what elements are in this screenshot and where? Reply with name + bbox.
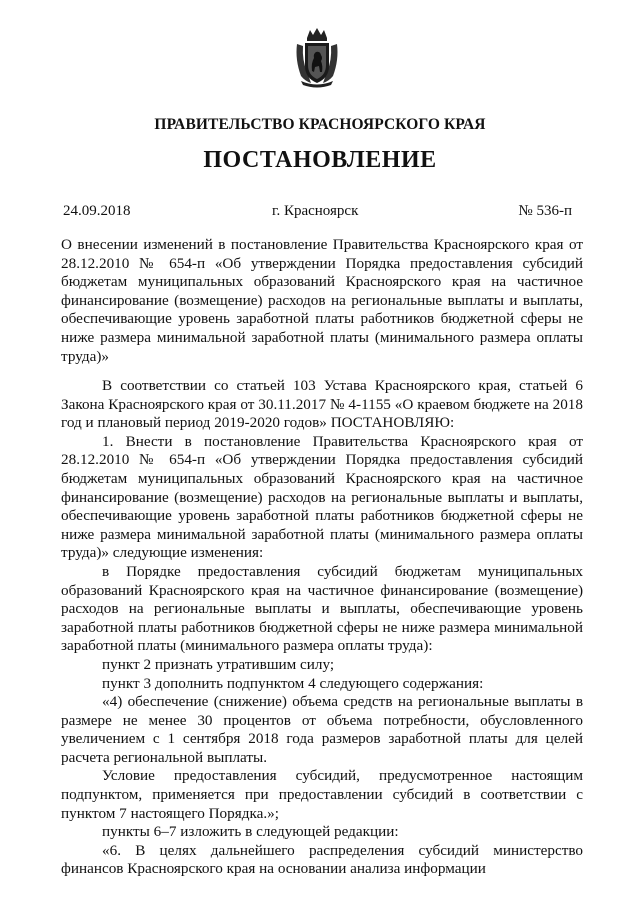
document-body [61, 377, 583, 879]
authority-name: ПРАВИТЕЛЬСТВО КРАСНОЯРСКОГО КРАЯ [154, 116, 486, 133]
body-paragraph: пункт 3 дополнить подпунктом 4 следующего содержания: [102, 674, 484, 692]
subject-text: О внесении изменений в постановление Правительства Красноярского края от 28.12.2010 № 654-п «Об утверждении Порядка предоставления субсидий бюджетам муниципальных образований Красноярского края на частичное финансирование (возмещение) расходов на региональные выплаты и выплаты, обеспечивающие уровень заработной платы работников бюджетной сферы не ниже размера минимальной заработной платы (минимального размера оплаты труда)» [61, 236, 583, 365]
body-paragraph: пункты 6–7 изложить в следующей редакции: [102, 823, 399, 841]
document-subject [61, 236, 583, 366]
preamble-paragraph: В соответствии со статьей 103 Устава Красноярского края, статьей 6 Закона Красноярского края от 30.11.2017 № 4-1155 «О краевом бюджете на 2018 год и плановый период 2019-2020 годов» ПОСТАНОВЛЯЮ: [61, 377, 583, 432]
body-paragraph: в Порядке предоставления субсидий бюджетам муниципальных образований Красноярского края на частичное финансирование (возмещение) расходов на региональные выплаты и выплаты, обеспечивающие уровень заработной платы работников бюджетной сферы не ниже размера минимальной заработной платы (минимального размера оплаты труда): [61, 562, 583, 655]
body-paragraph: Условие предоставления субсидий, предусмотренное настоящим подпунктом, применяется при предоставлении субсидий в соответствии с пунктом 7 настоящего Порядка.»; [61, 767, 583, 822]
document-type-title: ПОСТАНОВЛЕНИЕ [203, 147, 437, 173]
krasnoyarsk-coat-of-arms-icon [293, 26, 341, 88]
body-paragraph: «4) обеспечение (снижение) объема средств на региональные выплаты в размере не менее 30 процентов от объема потребности, обусловленного увеличением с 1 сентября 2018 года размеров заработной платы для целей расчета региональной выплаты. [61, 693, 583, 766]
document-number: № 536-п [518, 203, 572, 219]
body-paragraph: пункт 2 признать утратившим силу; [102, 655, 335, 673]
document-city: г. Красноярск [272, 203, 359, 219]
body-paragraph: 1. Внести в постановление Правительства Красноярского края от 28.12.2010 № 654-п «Об утверждении Порядка предоставления субсидий бюджетам муниципальных образований Красноярского края на частичное финансирование (возмещение) расходов на региональные выплаты и выплаты, обеспечивающие уровень заработной платы работников бюджетной сферы не ниже размера минимальной заработной платы (минимального размера оплаты труда)» следующие изменения: [61, 432, 583, 562]
document-date: 24.09.2018 [63, 203, 131, 219]
body-paragraph: «6. В целях дальнейшего распределения субсидий министерство финансов Красноярского края на основании анализа информации [61, 841, 583, 878]
